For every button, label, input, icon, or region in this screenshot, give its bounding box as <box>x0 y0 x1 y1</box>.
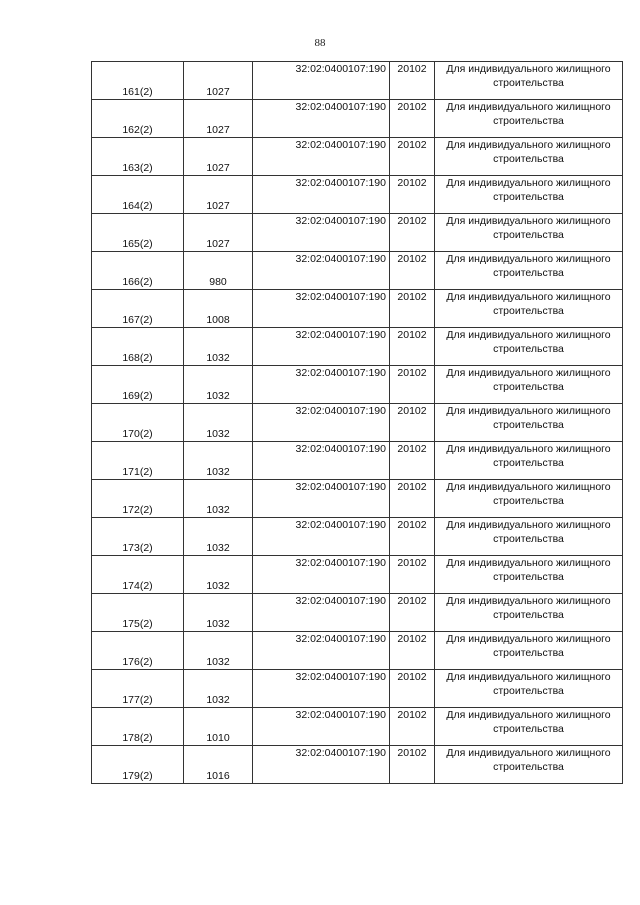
permitted-use-cell: Для индивидуального жилищного строительства <box>435 366 623 404</box>
table-row <box>92 556 623 594</box>
table-row <box>92 290 623 328</box>
usage-code-cell: 20102 <box>390 252 435 290</box>
table-row <box>92 366 623 404</box>
parcel-number-cell: 178(2) <box>92 708 184 746</box>
area-cell: 1032 <box>184 632 253 670</box>
parcel-number-cell: 165(2) <box>92 214 184 252</box>
area-cell: 1032 <box>184 594 253 632</box>
table-row <box>92 632 623 670</box>
parcel-table-body <box>92 62 623 784</box>
usage-code-cell: 20102 <box>390 214 435 252</box>
parcel-number-cell: 177(2) <box>92 670 184 708</box>
parcel-number-cell: 170(2) <box>92 404 184 442</box>
table-row <box>92 708 623 746</box>
table-row <box>92 138 623 176</box>
table-row <box>92 480 623 518</box>
usage-code-cell: 20102 <box>390 708 435 746</box>
parcel-number-cell: 169(2) <box>92 366 184 404</box>
parcel-number-cell: 167(2) <box>92 290 184 328</box>
permitted-use-cell: Для индивидуального жилищного строительства <box>435 252 623 290</box>
parcel-number-cell: 171(2) <box>92 442 184 480</box>
parcel-number-cell: 179(2) <box>92 746 184 784</box>
area-cell: 1027 <box>184 214 253 252</box>
usage-code-cell: 20102 <box>390 480 435 518</box>
table-row <box>92 404 623 442</box>
table-row <box>92 214 623 252</box>
usage-code-cell: 20102 <box>390 100 435 138</box>
cadastral-number-cell: 32:02:0400107:190 <box>253 442 390 480</box>
cadastral-number-cell: 32:02:0400107:190 <box>253 62 390 100</box>
usage-code-cell: 20102 <box>390 366 435 404</box>
table-row <box>92 442 623 480</box>
cadastral-number-cell: 32:02:0400107:190 <box>253 746 390 784</box>
cadastral-number-cell: 32:02:0400107:190 <box>253 556 390 594</box>
cadastral-number-cell: 32:02:0400107:190 <box>253 290 390 328</box>
page-number: 88 <box>314 37 326 49</box>
area-cell: 1032 <box>184 366 253 404</box>
parcel-number-cell: 173(2) <box>92 518 184 556</box>
usage-code-cell: 20102 <box>390 328 435 366</box>
area-cell: 1032 <box>184 670 253 708</box>
usage-code-cell: 20102 <box>390 670 435 708</box>
permitted-use-cell: Для индивидуального жилищного строительства <box>435 442 623 480</box>
area-cell: 1027 <box>184 138 253 176</box>
table-row <box>92 746 623 784</box>
permitted-use-cell: Для индивидуального жилищного строительства <box>435 290 623 328</box>
parcel-number-cell: 172(2) <box>92 480 184 518</box>
permitted-use-cell: Для индивидуального жилищного строительства <box>435 176 623 214</box>
permitted-use-cell: Для индивидуального жилищного строительства <box>435 746 623 784</box>
cadastral-number-cell: 32:02:0400107:190 <box>253 100 390 138</box>
area-cell: 1032 <box>184 518 253 556</box>
area-cell: 1032 <box>184 442 253 480</box>
cadastral-number-cell: 32:02:0400107:190 <box>253 252 390 290</box>
parcel-number-cell: 174(2) <box>92 556 184 594</box>
table-row <box>92 518 623 556</box>
parcel-table <box>91 61 623 784</box>
parcel-number-cell: 175(2) <box>92 594 184 632</box>
area-cell: 980 <box>184 252 253 290</box>
area-cell: 1032 <box>184 556 253 594</box>
cadastral-number-cell: 32:02:0400107:190 <box>253 176 390 214</box>
area-cell: 1010 <box>184 708 253 746</box>
parcel-number-cell: 168(2) <box>92 328 184 366</box>
area-cell: 1027 <box>184 62 253 100</box>
table-row <box>92 62 623 100</box>
area-cell: 1016 <box>184 746 253 784</box>
area-cell: 1008 <box>184 290 253 328</box>
permitted-use-cell: Для индивидуального жилищного строительства <box>435 404 623 442</box>
usage-code-cell: 20102 <box>390 62 435 100</box>
cadastral-number-cell: 32:02:0400107:190 <box>253 404 390 442</box>
permitted-use-cell: Для индивидуального жилищного строительства <box>435 480 623 518</box>
area-cell: 1032 <box>184 328 253 366</box>
permitted-use-cell: Для индивидуального жилищного строительства <box>435 594 623 632</box>
cadastral-number-cell: 32:02:0400107:190 <box>253 632 390 670</box>
table-row <box>92 176 623 214</box>
area-cell: 1027 <box>184 176 253 214</box>
permitted-use-cell: Для индивидуального жилищного строительства <box>435 138 623 176</box>
cadastral-number-cell: 32:02:0400107:190 <box>253 518 390 556</box>
usage-code-cell: 20102 <box>390 556 435 594</box>
cadastral-number-cell: 32:02:0400107:190 <box>253 366 390 404</box>
area-cell: 1032 <box>184 404 253 442</box>
permitted-use-cell: Для индивидуального жилищного строительства <box>435 62 623 100</box>
usage-code-cell: 20102 <box>390 138 435 176</box>
usage-code-cell: 20102 <box>390 404 435 442</box>
area-cell: 1032 <box>184 480 253 518</box>
parcel-number-cell: 163(2) <box>92 138 184 176</box>
usage-code-cell: 20102 <box>390 594 435 632</box>
table-row <box>92 328 623 366</box>
permitted-use-cell: Для индивидуального жилищного строительства <box>435 708 623 746</box>
parcel-number-cell: 161(2) <box>92 62 184 100</box>
usage-code-cell: 20102 <box>390 746 435 784</box>
permitted-use-cell: Для индивидуального жилищного строительства <box>435 556 623 594</box>
permitted-use-cell: Для индивидуального жилищного строительства <box>435 670 623 708</box>
permitted-use-cell: Для индивидуального жилищного строительства <box>435 214 623 252</box>
table-row <box>92 100 623 138</box>
cadastral-number-cell: 32:02:0400107:190 <box>253 138 390 176</box>
table-row <box>92 594 623 632</box>
usage-code-cell: 20102 <box>390 518 435 556</box>
usage-code-cell: 20102 <box>390 290 435 328</box>
cadastral-number-cell: 32:02:0400107:190 <box>253 480 390 518</box>
cadastral-number-cell: 32:02:0400107:190 <box>253 670 390 708</box>
cadastral-number-cell: 32:02:0400107:190 <box>253 328 390 366</box>
cadastral-number-cell: 32:02:0400107:190 <box>253 594 390 632</box>
parcel-number-cell: 176(2) <box>92 632 184 670</box>
cadastral-number-cell: 32:02:0400107:190 <box>253 708 390 746</box>
parcel-number-cell: 164(2) <box>92 176 184 214</box>
permitted-use-cell: Для индивидуального жилищного строительства <box>435 632 623 670</box>
permitted-use-cell: Для индивидуального жилищного строительства <box>435 100 623 138</box>
cadastral-number-cell: 32:02:0400107:190 <box>253 214 390 252</box>
table-row <box>92 670 623 708</box>
table-row <box>92 252 623 290</box>
usage-code-cell: 20102 <box>390 442 435 480</box>
parcel-number-cell: 162(2) <box>92 100 184 138</box>
parcel-number-cell: 166(2) <box>92 252 184 290</box>
usage-code-cell: 20102 <box>390 632 435 670</box>
usage-code-cell: 20102 <box>390 176 435 214</box>
permitted-use-cell: Для индивидуального жилищного строительства <box>435 328 623 366</box>
permitted-use-cell: Для индивидуального жилищного строительства <box>435 518 623 556</box>
area-cell: 1027 <box>184 100 253 138</box>
